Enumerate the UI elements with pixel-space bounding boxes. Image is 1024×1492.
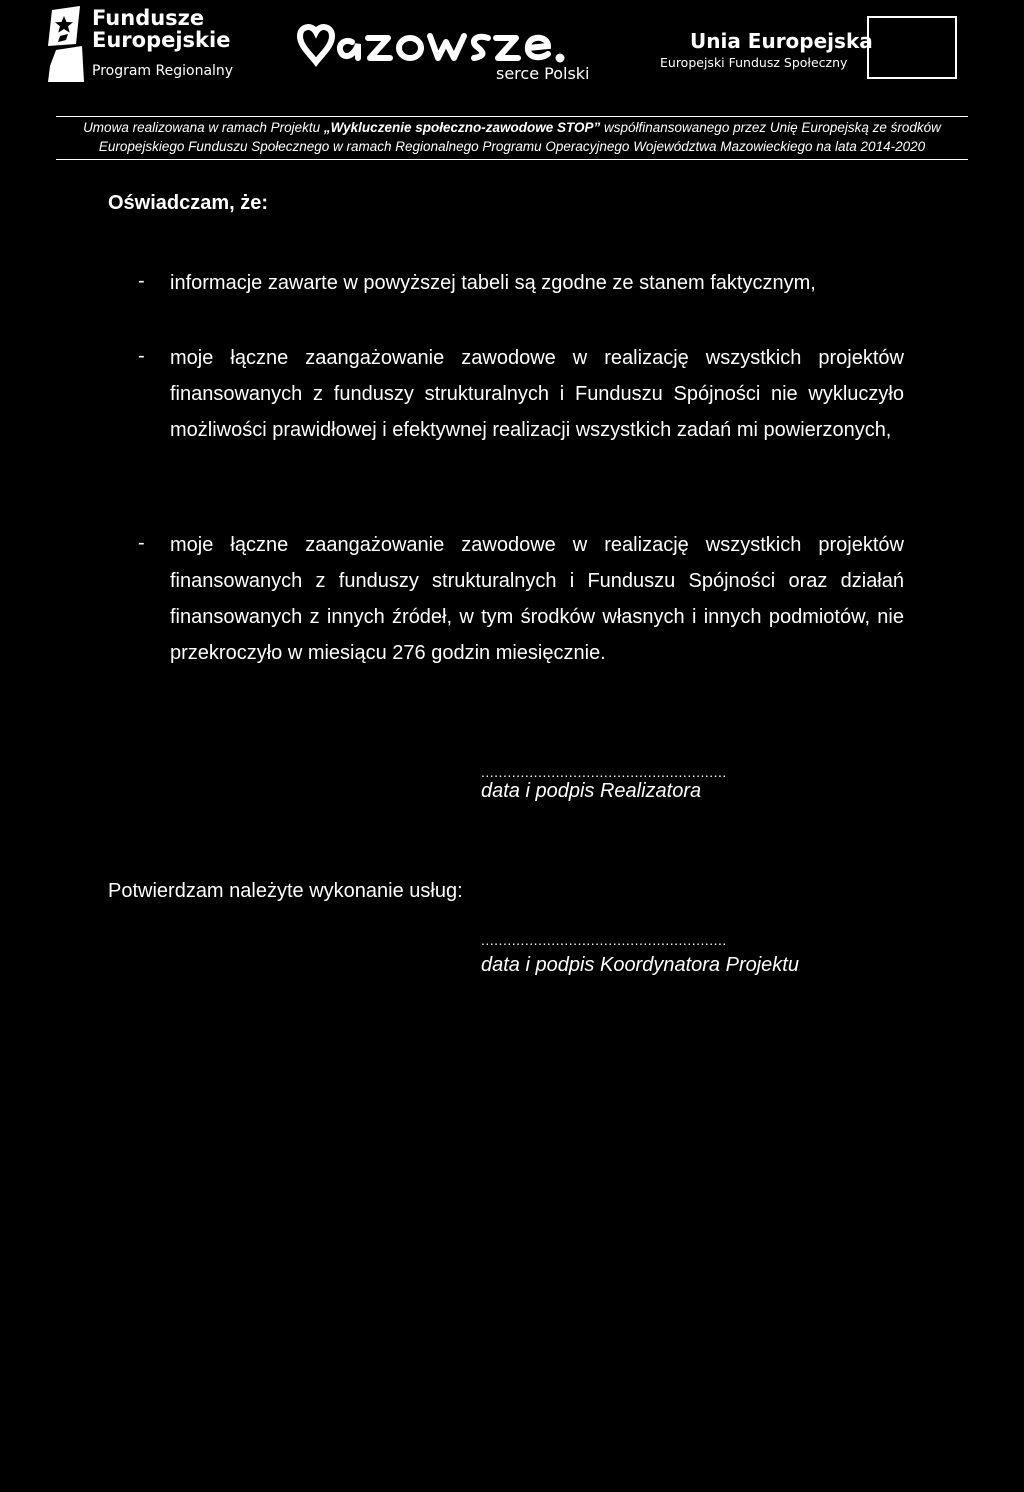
- fe-logo-title: [92, 7, 230, 51]
- bullet-dash: -: [138, 532, 145, 554]
- project-info-suffix: współfinansowanego przez Unię Europejską ze środków: [600, 120, 941, 135]
- realizator-signature-line: ........................................................: [481, 764, 727, 780]
- project-name: „Wykluczenie społeczno-zawodowe STOP”: [323, 120, 601, 135]
- declaration-item: informacje zawarte w powyższej tabeli są zgodne ze stanem faktycznym,: [170, 272, 816, 294]
- mazowsze-tagline: serce Polski: [496, 64, 590, 83]
- ue-logo-title: Unia Europejska: [690, 29, 873, 53]
- fundusze-europejskie-logo-icon: [46, 6, 86, 82]
- eu-flag-icon: [867, 16, 957, 79]
- project-info-line1: [40, 118, 984, 137]
- fe-logo-subtitle: Program Regionalny: [92, 63, 234, 79]
- realizator-signature-label: data i podpis Realizatora: [481, 780, 702, 802]
- fe-logo-title-line1: Fundusze: [92, 6, 205, 30]
- bullet-dash: -: [138, 345, 145, 367]
- koordynator-signature-line: ........................................................: [481, 932, 727, 948]
- mazowsze-logo: [292, 22, 612, 68]
- header-divider-bottom: [56, 159, 968, 160]
- fe-logo-title-line2: Europejskie: [92, 28, 231, 52]
- header-divider-top: [56, 116, 968, 117]
- declaration-item: moje łączne zaangażowanie zawodowe w realizację wszystkich projektów finansowanych z funduszy strukturalnych i Funduszu Spójności oraz działań finansowanych z innych źródeł, w tym środków własnych i innych podmiotów, nie przekroczyło w miesiącu 276 godzin miesięcznie.: [170, 534, 904, 664]
- project-info-prefix: Umowa realizowana w ramach Projektu: [83, 120, 324, 135]
- declaration-item: moje łączne zaangażowanie zawodowe w realizację wszystkich projektów finansowanych z funduszy strukturalnych i Funduszu Spójności nie wykluczyło możliwości prawidłowej i efektywnej realizacji wszystkich zadań mi powierzonych,: [170, 347, 904, 441]
- koordynator-signature-label: data i podpis Koordynatora Projektu: [481, 954, 799, 976]
- bullet-dash: -: [138, 270, 145, 292]
- ue-logo-subtitle: Europejski Fundusz Społeczny: [660, 55, 848, 70]
- project-info-line2: Europejskiego Funduszu Społecznego w ramach Regionalnego Programu Operacyjnego Województwa Mazowieckiego na lata 2014-2020: [98, 139, 926, 154]
- confirmation-text: Potwierdzam należyte wykonanie usług:: [108, 880, 463, 902]
- declaration-heading: Oświadczam, że:: [108, 192, 269, 214]
